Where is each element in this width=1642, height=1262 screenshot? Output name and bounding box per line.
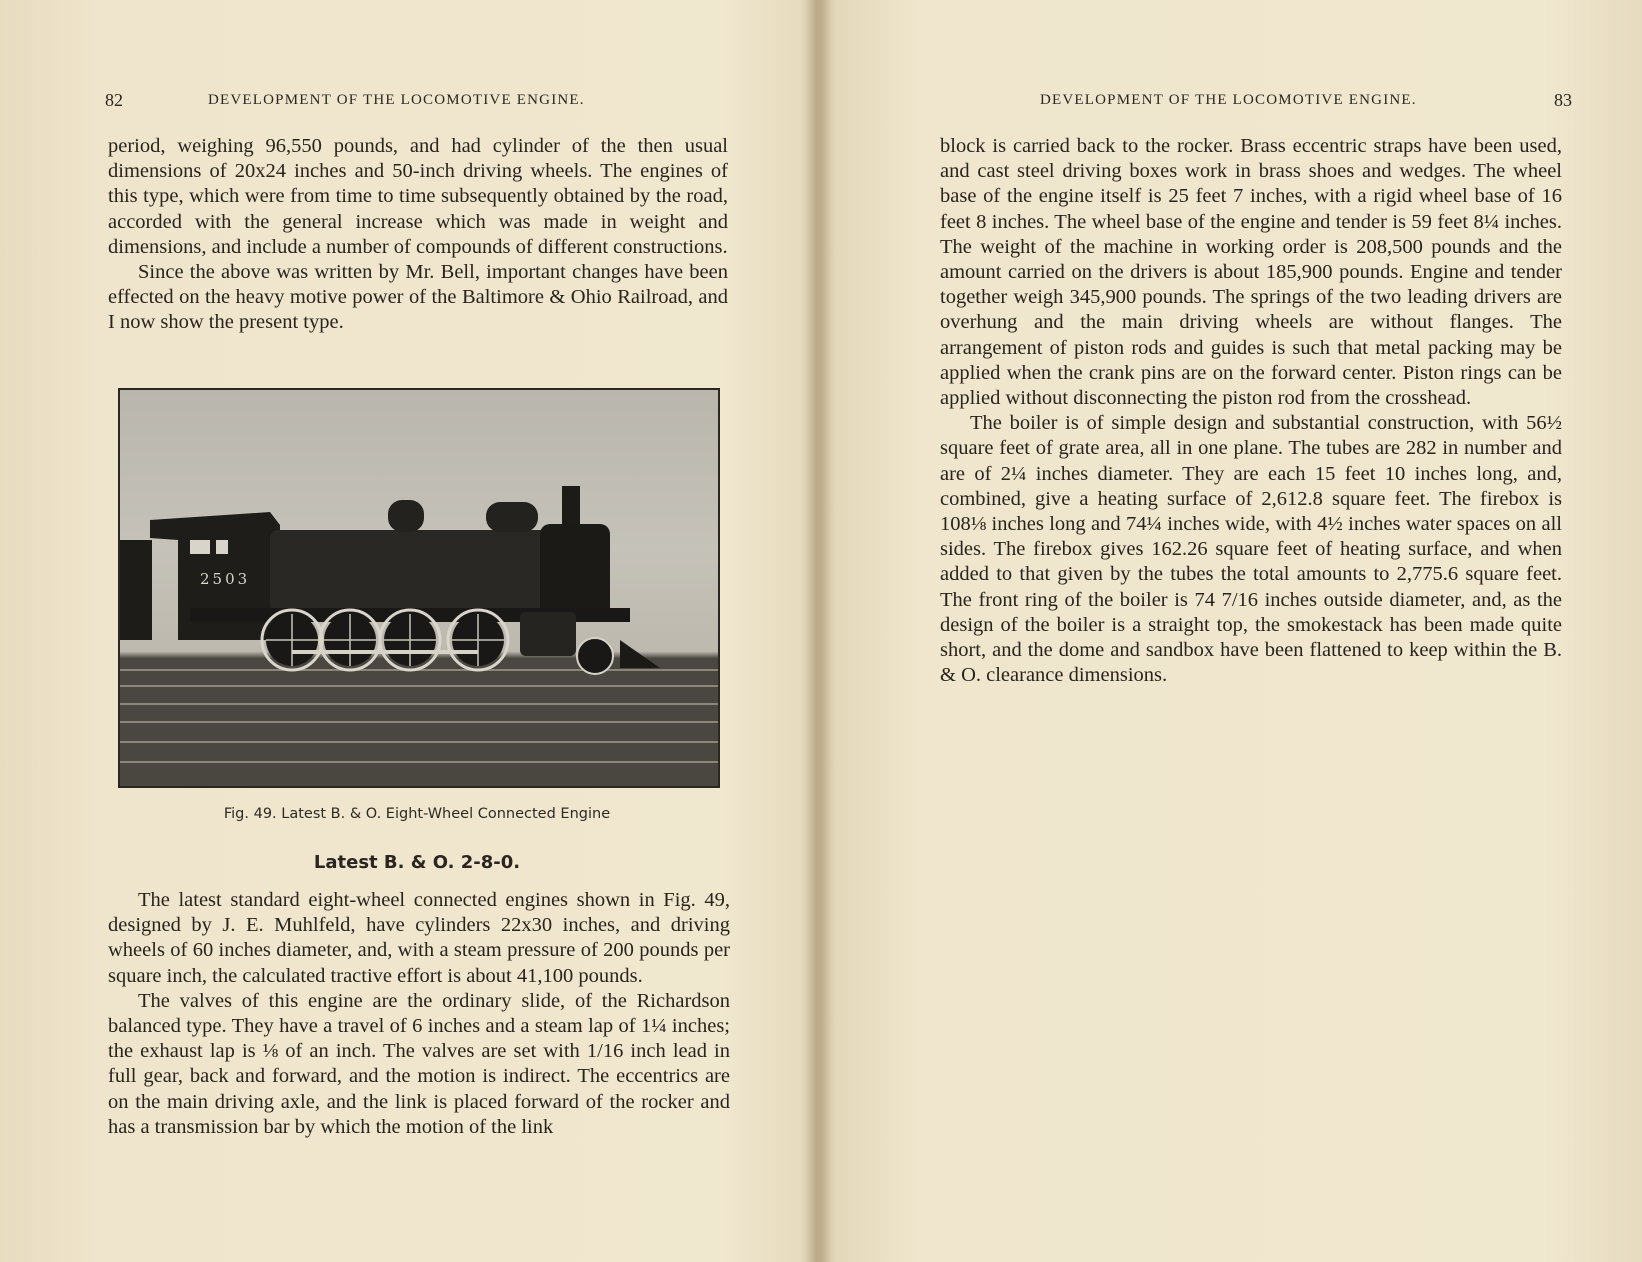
section-heading: Latest B. & O. 2-8-0. [313, 852, 521, 873]
paragraph: The latest standard eight-wheel connected engines shown in Fig. 49, designed by J. E. Muhlfeld, have cylinders 22x30 inches, and driving wheels of 60 inches diameter, and, with a steam pressure of 200 pounds per square inch, the calculated tractive effort is about 41,100 pounds. [108, 889, 730, 987]
right-page [822, 0, 1642, 1262]
cab-number: 2503 [200, 570, 251, 588]
paragraph: period, weighing 96,550 pounds, and had cylinder of the then usual dimensions of 20x24 inches and 50-inch driving wheels. The engines of this type, which were from time to time subsequently obtained by the road, accorded with the general increase which was made in weight and dimensions, and include a number of compounds of different constructions. [108, 135, 728, 258]
left-running-title: DEVELOPMENT OF THE LOCOMOTIVE ENGINE. [208, 92, 585, 108]
locomotive-photo [118, 388, 720, 788]
paragraph: The valves of this engine are the ordinary slide, of the Richardson balanced type. They have a travel of 6 inches and a steam lap of 1¼ inches; the exhaust lap is ⅛ of an inch. The valves are set with 1/16 inch lead in full gear, back and forward, and the motion is indirect. The eccentrics are on the main driving axle, and the link is placed forward of the rocker and has a transmission bar by which the motion of the link [108, 989, 730, 1138]
paragraph: block is carried back to the rocker. Brass eccentric straps have been used, and cast steel driving boxes work in brass shoes and wedges. The wheel base of the engine itself is 25 feet 7 inches, with a rigid wheel base of 16 feet 8 inches. The wheel base of the engine and tender is 59 feet 8¼ inches. The weight of the machine in working order is 208,500 pounds and the amount carried on the drivers is about 185,900 pounds. Engine and tender together weigh 345,900 pounds. The springs of the two leading drivers are overhung and the main driving wheels are without flanges. The arrangement of piston rods and guides is such that metal packing may be applied when the crank pins are on the forward center. Piston rings can be applied without disconnecting the piston rod from the crosshead. [940, 135, 1562, 410]
figure-caption: Fig. 49. Latest B. & O. Eight-Wheel Connected Engine [223, 806, 611, 822]
left-running-head [105, 90, 725, 114]
paragraph: Since the above was written by Mr. Bell, important changes have been effected on the heavy motive power of the Baltimore & Ohio Railroad, and I now show the present type. [108, 261, 728, 334]
right-running-head [1040, 90, 1572, 114]
right-text [940, 134, 1562, 688]
left-page-number: 82 [105, 90, 123, 110]
right-page-number: 83 [1554, 90, 1572, 110]
right-running-title: DEVELOPMENT OF THE LOCOMOTIVE ENGINE. [1040, 92, 1417, 108]
left-page [0, 0, 820, 1262]
left-bottom-text [108, 888, 730, 1140]
paragraph: The boiler is of simple design and substantial construction, with 56½ square feet of grate area, all in one plane. The tubes are 282 in number and are of 2¼ inches diameter. They are each 15 feet 10 inches long, and, combined, give a heating surface of 2,612.8 square feet. The firebox is 108⅛ inches long and 74¼ inches wide, with 4½ inches water spaces on all sides. The firebox gives 162.26 square feet of heating surface, and when added to that given by the tubes the total amounts to 2,775.6 square feet. The front ring of the boiler is 74 7/16 inches outside diameter, and, as the design of the boiler is a straight top, the smokestack has been made quite short, and the dome and sandbox have been flattened to keep within the B. & O. clearance dimensions. [940, 412, 1562, 687]
left-top-text [108, 134, 728, 336]
